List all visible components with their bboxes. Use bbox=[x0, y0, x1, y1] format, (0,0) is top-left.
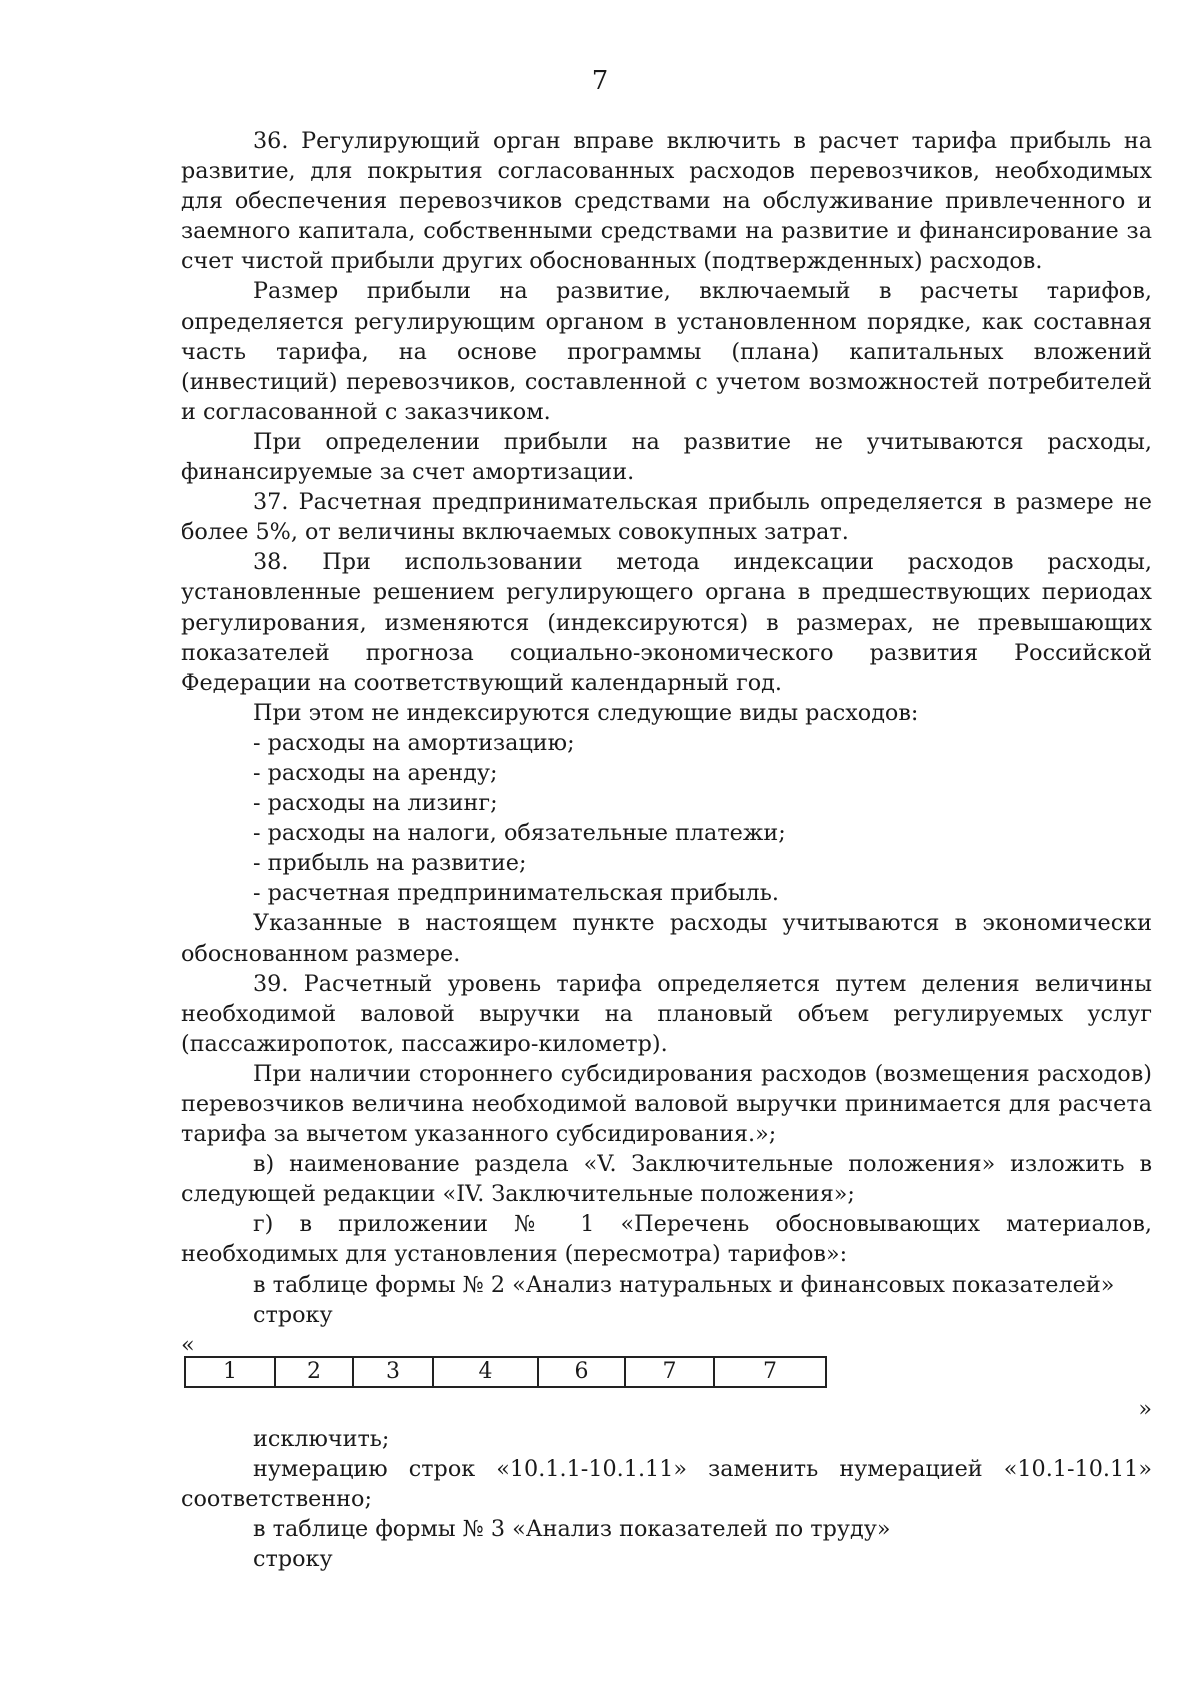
paragraph-exclude: исключить; bbox=[253, 1425, 390, 1452]
paragraph-37: 37. Расчетная предпринимательская прибыль определяется в размере не более 5%, от величины включаемых совокупных затрат. bbox=[181, 489, 1152, 546]
table-cell: 7 bbox=[625, 1357, 714, 1387]
paragraph-item-g: г) в приложении № 1 «Перечень обосновывающих материалов, необходимых для установления (пересмотра) тарифов»: bbox=[181, 1211, 1152, 1268]
paragraph-row-word: строку bbox=[253, 1546, 333, 1573]
list-item: - расходы на аренду; bbox=[253, 759, 498, 786]
excluded-row-table bbox=[184, 1356, 827, 1388]
list-item: - расходы на налоги, обязательные платежи; bbox=[253, 820, 786, 847]
paragraphs-top bbox=[181, 126, 1152, 1330]
paragraph-row-word: строку bbox=[253, 1301, 333, 1328]
paragraph-renumber: нумерацию строк «10.1.1-10.1.11» заменить нумерацией «10.1-10.11» соответственно; bbox=[181, 1455, 1152, 1513]
table-cell: 2 bbox=[275, 1357, 353, 1387]
paragraph-item-v: в) наименование раздела «V. Заключительные положения» изложить в следующей редакции «IV. Заключительные положения»; bbox=[181, 1151, 1152, 1208]
paragraph-38: 38. При использовании метода индексации расходов расходы, установленные решением регулирующего органа в предшествующих периодах регулирования, изменяются (индексируются) в размерах, не превышающих показателей прогноза социально-экономического развития Российской Федерации на соответствующий календарный год. bbox=[181, 549, 1152, 696]
paragraph-39: 39. Расчетный уровень тарифа определяется путем деления величины необходимой валовой выручки на плановый объем регулируемых услуг (пассажиропоток, пассажиро-километр). bbox=[181, 970, 1152, 1057]
paragraph-justified-size: Указанные в настоящем пункте расходы учитываются в экономически обоснованном размере. bbox=[181, 910, 1152, 967]
document-body bbox=[181, 126, 1152, 1574]
page-number: 7 bbox=[591, 66, 609, 96]
paragraphs-bottom bbox=[181, 1424, 1152, 1574]
paragraph-profit-size: Размер прибыли на развитие, включаемый в расчеты тарифов, определяется регулирующим органом в установленном порядке, как составная часть тарифа, на основе программы (плана) капитальных вложений (инвестиций) перевозчиков, составленной с учетом возможностей потребителей и согласованной с заказчиком. bbox=[181, 278, 1152, 425]
paragraph-amortization: При определении прибыли на развитие не учитываются расходы, финансируемые за счет амортизации. bbox=[181, 428, 1152, 486]
list-item: - расходы на амортизацию; bbox=[253, 729, 575, 756]
table-cell: 7 bbox=[714, 1357, 826, 1387]
list-item: - расчетная предпринимательская прибыль. bbox=[253, 880, 779, 907]
paragraph-not-indexed: При этом не индексируются следующие виды расходов: bbox=[253, 699, 919, 726]
table-cell: 3 bbox=[353, 1357, 433, 1387]
table-cell: 4 bbox=[433, 1357, 538, 1387]
paragraph-form-2: в таблице формы № 2 «Анализ натуральных и финансовых показателей» bbox=[253, 1271, 1115, 1298]
paragraph-subsidy: При наличии стороннего субсидирования расходов (возмещения расходов) перевозчиков величина необходимой валовой выручки принимается для расчета тарифа за вычетом указанного субсидирования.»; bbox=[181, 1060, 1152, 1148]
list-item: - расходы на лизинг; bbox=[253, 790, 498, 817]
quote-close-mark: » bbox=[1138, 1395, 1152, 1422]
table-row bbox=[185, 1357, 826, 1387]
quote-open-mark: « bbox=[181, 1331, 195, 1358]
table-cell: 1 bbox=[185, 1357, 275, 1387]
paragraph-36: 36. Регулирующий орган вправе включить в расчет тарифа прибыль на развитие, для покрытия согласованных расходов перевозчиков, необходимых для обеспечения перевозчиков средствами на обслуживание привлеченного и заемного капитала, собственными средствами на развитие и финансирование за счет чистой прибыли других обоснованных (подтвержденных) расходов. bbox=[181, 128, 1152, 275]
paragraph-form-3: в таблице формы № 3 «Анализ показателей по труду» bbox=[253, 1516, 891, 1543]
table-cell: 6 bbox=[538, 1357, 625, 1387]
list-item: - прибыль на развитие; bbox=[253, 850, 527, 877]
